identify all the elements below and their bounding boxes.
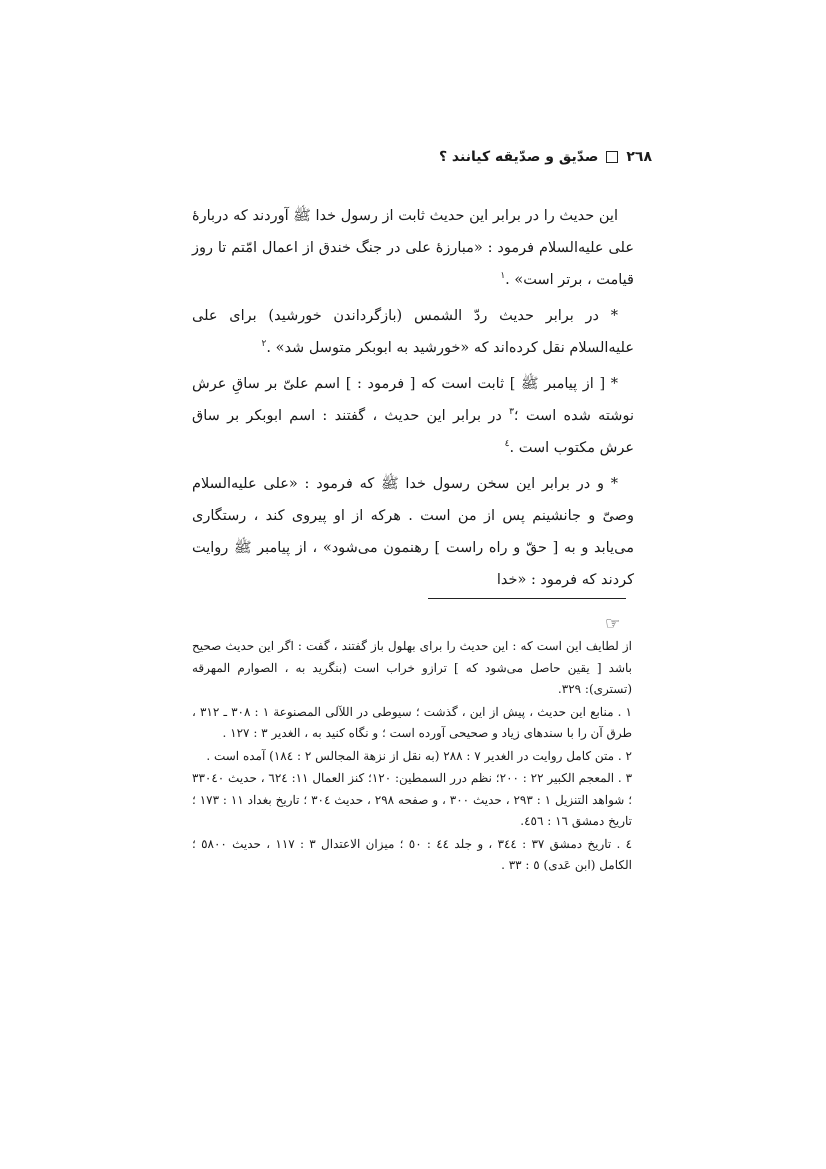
footnote-3: ٣ . المعجم الكبير ٢٢ : ٢٠٠؛ نظم درر السمطين: ١٢٠؛ كنز العمال ١١: ٦٢٤ ، حديث ٣٣٠٤٠ ؛ شواهد التنزيل ١ : ٢٩٣ ، حديث ٣٠٠ ، و صفحه ٢٩٨ ، حديث ٣٠٤ ؛ تاريخ بغداد ١١ : ١٧٣ ؛ تاريخ دمشق ١٦ : ٤٥٦. (192, 771, 633, 828)
footnote-ref: ٤ (504, 439, 510, 450)
main-text (192, 200, 634, 600)
running-title: صدّيق و صدّيقه كيانند ؟ (438, 149, 599, 165)
square-bullet-icon (606, 151, 618, 163)
paragraph-4: * و در برابر اين سخن رسول خدا ﷺ كه فرمود : «على عليه‌السلام وصىّ و جانشينم پس از من است . هركه از او پيروى كند ، رستگارى مى‌يابد و به [ حقّ و راه راست ] رهنمون مى‌شود» ، از پيامبر ﷺ روايت كردند كه فرمود : «خدا (192, 476, 634, 588)
running-header (174, 149, 652, 165)
paragraph-3: * [ از پيامبر ﷺ ] ثابت است كه [ فرمود : ] اسم علىّ بر ساقِ عرش نوشته شده است ؛$^٣$ در برابر اين حديث ، گفتند : اسم ابوبكر بر ساق عرش مكتوب است .$^٤$ (192, 376, 634, 456)
paragraph-1: اين حديث را در برابر اين حديث ثابت از رسول خدا ﷺ آوردند كه دربارهٔ على عليه‌السلام فرمود : «مبارزهٔ على در جنگ خندق از اعمال امّتم تا روز قيامت ، برتر است» .$^١$ (192, 208, 634, 288)
footnote-ref: ١ (500, 271, 506, 282)
paragraph-2: * در برابر حديث ردّ الشمس (بازگرداندن خورشيد) براى على عليه‌السلام نقل كرده‌اند كه «خورشيد به ابوبكر متوسل شد» .$^٢$ (192, 308, 634, 356)
pointing-hand-icon: ☞ (605, 614, 621, 634)
footnote-separator (428, 598, 626, 599)
page-number: ٢٦٨ (626, 149, 652, 165)
footnote-ref: ٣ (509, 407, 514, 418)
footnote-2: ٢ . متن كامل روايت در الغدير ٧ : ٢٨٨ (به نقل از نزهة المجالس ٢ : ١٨٤) آمده است . (206, 748, 632, 763)
footnote-4: ٤ . تاريخ دمشق ٣٧ : ٣٤٤ ، و جلد ٤٤ : ٥٠ ؛ ميزان الاعتدال ٣ : ١١٧ ، حديث ٥٨٠٠ ؛ الكامل (ابن عَدى) ٥ : ٣٣ . (192, 836, 633, 872)
footnote-1: ١ . منابع اين حديث ، پيش از اين ، گذشت ؛ سيوطى در اللآلى المصنوعة ١ : ٣٠٨ ـ ٣١٢ ، طرق آن را با سندهاى زياد و صحيحى آورده است ؛ و نگاه كنيد به ، الغدير ٣ : ١٢٧ . (192, 704, 632, 740)
footnote-ref: ٢ (261, 339, 267, 350)
footnotes (192, 636, 632, 878)
footnote-intro: از لطايف اين است كه : اين حديث را براى بهلول باز گفتند ، گفت : اگر اين حديث صحيح باشد [ يقين حاصل مى‌شود كه ] ترازو خراب است (بنگريد به ، الصوارم المهرقه (تسترى): ٣٢٩. (192, 639, 632, 696)
